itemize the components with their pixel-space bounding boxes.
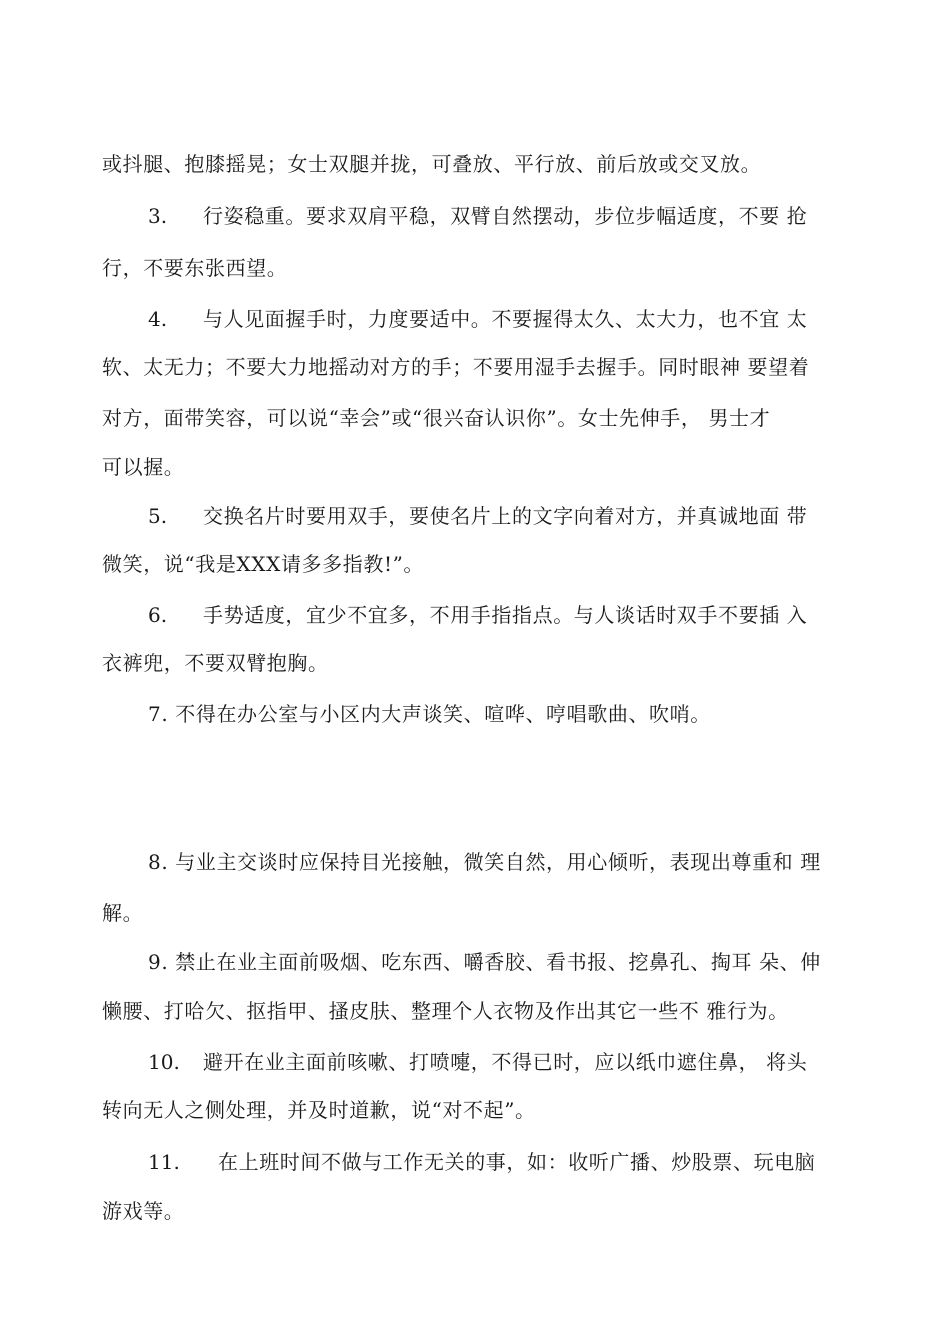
list-item-8: 8. 与业主交谈时应保持目光接触，微笑自然，用心倾听，表现出尊重和 理 [148, 850, 821, 874]
paragraph-line: 对方，面带笑容，可以说“幸会”或“很兴奋认识你”。女士先伸手， 男士才 [102, 406, 771, 430]
paragraph-line: 可以握。 [102, 455, 185, 479]
list-item-6 [148, 603, 807, 627]
list-number: 5. [148, 504, 168, 528]
paragraph-line: 行，不要东张西望。 [102, 256, 288, 280]
list-item-10 [148, 1050, 807, 1074]
list-number: 11. [148, 1150, 180, 1174]
list-item-9: 9. 禁止在业主面前吸烟、吃东西、嚼香胶、看书报、挖鼻孔、掏耳 朵、伸 [148, 950, 821, 974]
list-number: 3. [148, 204, 168, 228]
list-number: 10. [148, 1050, 180, 1074]
list-item-11 [148, 1150, 815, 1174]
paragraph-line: 转向无人之侧处理，并及时道歉，说“对不起”。 [102, 1098, 536, 1122]
list-item-5 [148, 504, 807, 528]
paragraph-line: 懒腰、打哈欠、抠指甲、搔皮肤、整理个人衣物及作出其它一些不 雅行为。 [102, 999, 789, 1023]
list-number: 6. [148, 603, 168, 627]
paragraph-line: 游戏等。 [102, 1199, 185, 1223]
paragraph-line: 手势适度，宜少不宜多，不用手指指点。与人谈话时双手不要插 入 [203, 603, 808, 627]
list-item-3 [148, 204, 807, 228]
paragraph-line: 衣裤兜，不要双臂抱胸。 [102, 651, 329, 675]
paragraph-line: 与人见面握手时，力度要适中。不要握得太久、太大力，也不宜 太 [203, 307, 808, 331]
paragraph-line: 在上班时间不做与工作无关的事，如：收听广播、炒股票、玩电脑 [218, 1150, 816, 1174]
paragraph-line: 行姿稳重。要求双肩平稳，双臂自然摆动，步位步幅适度，不要 抢 [203, 204, 808, 228]
paragraph-line: 交换名片时要用双手，要使名片上的文字向着对方，并真诚地面 带 [203, 504, 808, 528]
paragraph-line: 避开在业主面前咳嗽、打喷嚏，不得已时，应以纸巾遮住鼻， 将头 [203, 1050, 808, 1074]
paragraph-line: 或抖腿、抱膝摇晃；女士双腿并拢，可叠放、平行放、前后放或交叉放。 [102, 152, 762, 176]
list-item-4 [148, 307, 807, 331]
paragraph-line: 软、太无力；不要大力地摇动对方的手；不要用湿手去握手。同时眼神 要望着 [102, 355, 810, 379]
list-number: 4. [148, 307, 168, 331]
list-item-7: 7. 不得在办公室与小区内大声谈笑、喧哗、哼唱歌曲、吹哨。 [148, 702, 711, 726]
paragraph-line: 解。 [102, 901, 144, 925]
paragraph-line: 微笑，说“我是XXX请多多指教!”。 [102, 552, 425, 576]
